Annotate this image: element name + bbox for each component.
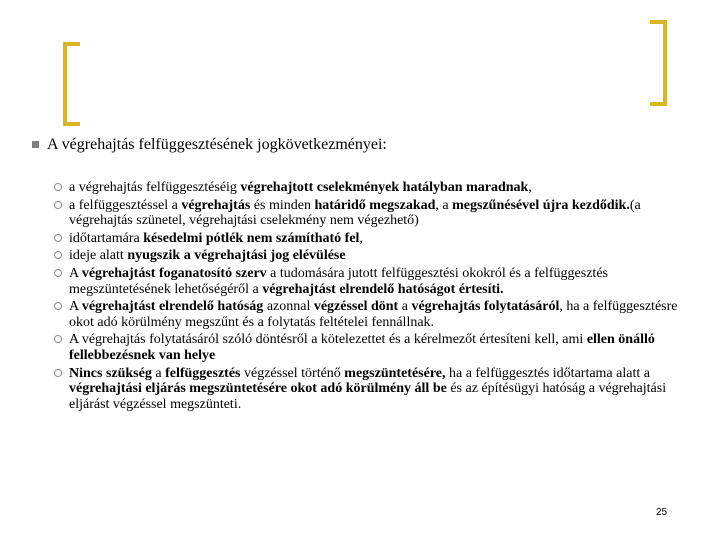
item-text: a felfüggesztéssel a: [69, 197, 182, 213]
emphasized-text: végrehajtást foganatosító szerv: [81, 265, 267, 281]
item-text: ,: [359, 230, 363, 246]
page-number: 25: [656, 507, 668, 518]
emphasized-text: késedelmi pótlék nem számítható fel: [143, 230, 360, 246]
item-text: ,: [528, 180, 532, 195]
emphasized-text: végzéssel dönt: [313, 299, 399, 315]
item-text: és az építésügyi hatóság a végrehajtási eljárást végzéssel megszünteti.: [69, 381, 667, 412]
right-bracket-decoration: [648, 20, 668, 106]
ring-bullet-icon: [54, 335, 62, 343]
list-item: [54, 180, 694, 196]
item-text: a tudomására jutott felfüggesztési okokról és a felfüggesztés megszüntetésének lehetőségéről a: [69, 265, 608, 297]
item-text: azonnal: [263, 299, 314, 315]
heading-text: A végrehajtás felfüggesztésének jogkövetkezményei:: [47, 136, 387, 153]
emphasized-text: végrehajtott cselekmények hatályban maradnak: [240, 180, 529, 195]
consequence-list: [54, 180, 694, 414]
list-item: [54, 198, 694, 229]
emphasized-text: végrehajtást elrendelő hatóságot értesíti.: [262, 281, 504, 297]
item-text: a végrehajtás felfüggesztéséig: [69, 180, 241, 195]
emphasized-text: Nincs szükség: [69, 365, 152, 381]
list-item: [54, 332, 694, 363]
slide-heading: [32, 136, 387, 154]
emphasized-text: felfüggesztés: [165, 365, 241, 381]
item-text: a: [398, 299, 412, 315]
ring-bullet-icon: [54, 234, 62, 242]
item-text: A: [69, 265, 82, 281]
emphasized-text: megszüntetésére,: [344, 365, 446, 381]
list-item: [54, 266, 694, 297]
emphasized-text: végrehajtást elrendelő hatóság: [81, 299, 264, 315]
item-text: , a: [435, 197, 453, 213]
emphasized-text: határidő megszakad: [314, 197, 436, 213]
emphasized-text: végrehajtás folytatásáról: [411, 299, 560, 315]
list-item: [54, 299, 694, 330]
list-item: [54, 231, 694, 247]
item-text: A: [69, 299, 82, 315]
item-text: (a végrehajtás szünetel, végrehajtási cselekmény nem végezhető): [69, 197, 641, 229]
item-text: ha a felfüggesztés időtartama alatt a: [445, 365, 650, 381]
emphasized-text: végrehajtási eljárás megszüntetésére okot adó körülmény áll be: [69, 381, 447, 397]
emphasized-text: ellen önálló fellebbezésnek van helye: [69, 332, 655, 363]
square-bullet-icon: [32, 141, 39, 148]
left-bracket-decoration: [62, 42, 82, 126]
ring-bullet-icon: [54, 251, 62, 259]
item-text: a: [151, 365, 166, 381]
emphasized-text: nyugszik a végrehajtási jog elévülése: [127, 248, 346, 264]
emphasized-text: végrehajtás: [181, 197, 251, 213]
item-text: és minden: [250, 197, 315, 213]
ring-bullet-icon: [54, 369, 62, 377]
item-text: , ha a felfüggesztésre okot adó körülmény megszűnt és a folytatás feltételei fennállnak.: [69, 299, 678, 330]
item-text: ideje alatt: [69, 248, 128, 264]
ring-bullet-icon: [54, 183, 62, 191]
item-text: végzéssel történő: [240, 365, 345, 381]
ring-bullet-icon: [54, 302, 62, 310]
emphasized-text: megszűnésével újra kezdődik.: [452, 197, 630, 213]
ring-bullet-icon: [54, 269, 62, 277]
item-text: időtartamára: [69, 230, 144, 246]
list-item: [54, 248, 694, 264]
item-text: A végrehajtás folytatásáról szóló döntésről a kötelezettet és a kérelmezőt értesíteni kell, ami: [69, 332, 587, 348]
list-item: [54, 366, 694, 413]
ring-bullet-icon: [54, 201, 62, 209]
